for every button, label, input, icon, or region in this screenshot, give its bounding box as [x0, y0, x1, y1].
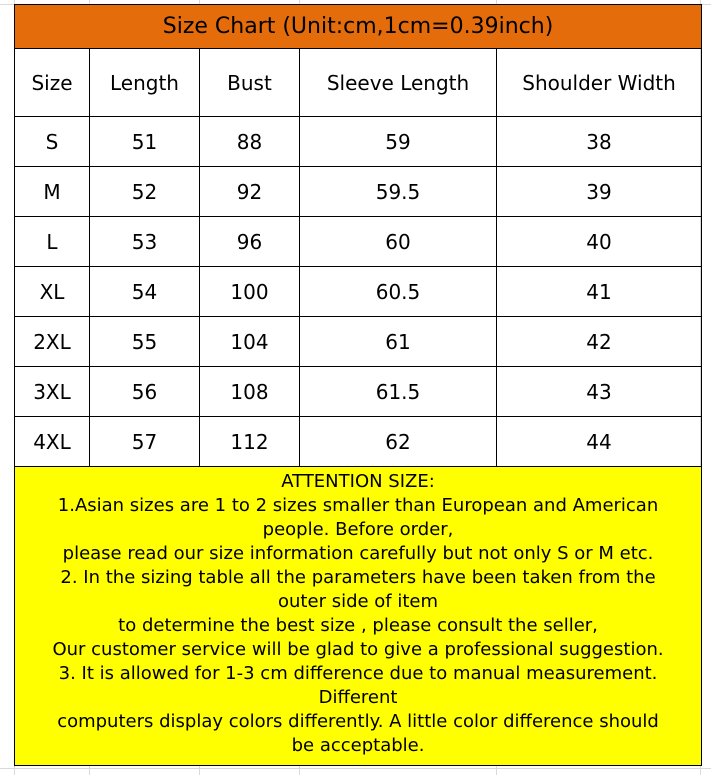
notice-line: 2. In the sizing table all the parameters have been taken from the	[60, 567, 656, 588]
cell-size[interactable]: L	[15, 217, 90, 267]
cell-sleeve-length[interactable]: 59	[300, 117, 497, 167]
cell-sleeve-length[interactable]: 60.5	[300, 267, 497, 317]
cell-length[interactable]: 55	[90, 317, 200, 367]
table-row	[15, 417, 702, 467]
notice-line: 3. It is allowed for 1-3 cm difference due to manual measurement.	[58, 663, 658, 684]
cell-bust[interactable]: 92	[200, 167, 300, 217]
header-row	[15, 49, 702, 117]
cell-shoulder-width[interactable]: 38	[497, 117, 702, 167]
grid-line	[0, 768, 711, 769]
column-header-sleeve-length[interactable]: Sleeve Length	[300, 49, 497, 117]
cell-length[interactable]: 51	[90, 117, 200, 167]
table-row	[15, 367, 702, 417]
cell-bust[interactable]: 112	[200, 417, 300, 467]
cell-length[interactable]: 52	[90, 167, 200, 217]
cell-length[interactable]: 53	[90, 217, 200, 267]
cell-shoulder-width[interactable]: 40	[497, 217, 702, 267]
table-row	[15, 267, 702, 317]
notice-row	[15, 467, 702, 766]
cell-sleeve-length[interactable]: 60	[300, 217, 497, 267]
notice-line: Our customer service will be glad to give a professional suggestion.	[52, 639, 664, 660]
notice-heading: ATTENTION SIZE:	[281, 471, 435, 492]
cell-sleeve-length[interactable]: 59.5	[300, 167, 497, 217]
notice-line: computers display colors differently. A little color difference should	[57, 711, 659, 732]
cell-bust[interactable]: 104	[200, 317, 300, 367]
cell-size[interactable]: S	[15, 117, 90, 167]
cell-sleeve-length[interactable]: 61.5	[300, 367, 497, 417]
cell-shoulder-width[interactable]: 43	[497, 367, 702, 417]
cell-sleeve-length[interactable]: 62	[300, 417, 497, 467]
size-chart-table	[14, 4, 702, 766]
cell-length[interactable]: 56	[90, 367, 200, 417]
cell-bust[interactable]: 96	[200, 217, 300, 267]
cell-length[interactable]: 54	[90, 267, 200, 317]
table-row	[15, 167, 702, 217]
column-header-bust[interactable]: Bust	[200, 49, 300, 117]
notice-line: people. Before order,	[262, 519, 454, 540]
notice-line: 1.Asian sizes are 1 to 2 sizes smaller than European and American	[57, 495, 659, 516]
title-row	[15, 5, 702, 49]
cell-length[interactable]: 57	[90, 417, 200, 467]
table-row	[15, 217, 702, 267]
notice-line: please read our size information carefully but not only S or M etc.	[62, 543, 654, 564]
cell-size[interactable]: 2XL	[15, 317, 90, 367]
cell-size[interactable]: 3XL	[15, 367, 90, 417]
column-header-shoulder-width[interactable]: Shoulder Width	[497, 49, 702, 117]
cell-sleeve-length[interactable]: 61	[300, 317, 497, 367]
notice-line: Different	[318, 687, 398, 708]
cell-bust[interactable]: 100	[200, 267, 300, 317]
attention-notice[interactable]	[15, 467, 702, 766]
notice-line: outer side of item	[278, 591, 439, 612]
cell-size[interactable]: 4XL	[15, 417, 90, 467]
column-header-length[interactable]: Length	[90, 49, 200, 117]
cell-shoulder-width[interactable]: 39	[497, 167, 702, 217]
cell-shoulder-width[interactable]: 41	[497, 267, 702, 317]
cell-size[interactable]: XL	[15, 267, 90, 317]
cell-bust[interactable]: 88	[200, 117, 300, 167]
size-chart-title[interactable]: Size Chart (Unit:cm,1cm=0.39inch)	[15, 5, 702, 49]
column-header-size[interactable]: Size	[15, 49, 90, 117]
cell-shoulder-width[interactable]: 42	[497, 317, 702, 367]
notice-line: to determine the best size , please consult the seller,	[118, 615, 598, 636]
cell-bust[interactable]: 108	[200, 367, 300, 417]
table-row	[15, 317, 702, 367]
cell-size[interactable]: M	[15, 167, 90, 217]
table-row	[15, 117, 702, 167]
cell-shoulder-width[interactable]: 44	[497, 417, 702, 467]
notice-line: be acceptable.	[291, 735, 425, 756]
